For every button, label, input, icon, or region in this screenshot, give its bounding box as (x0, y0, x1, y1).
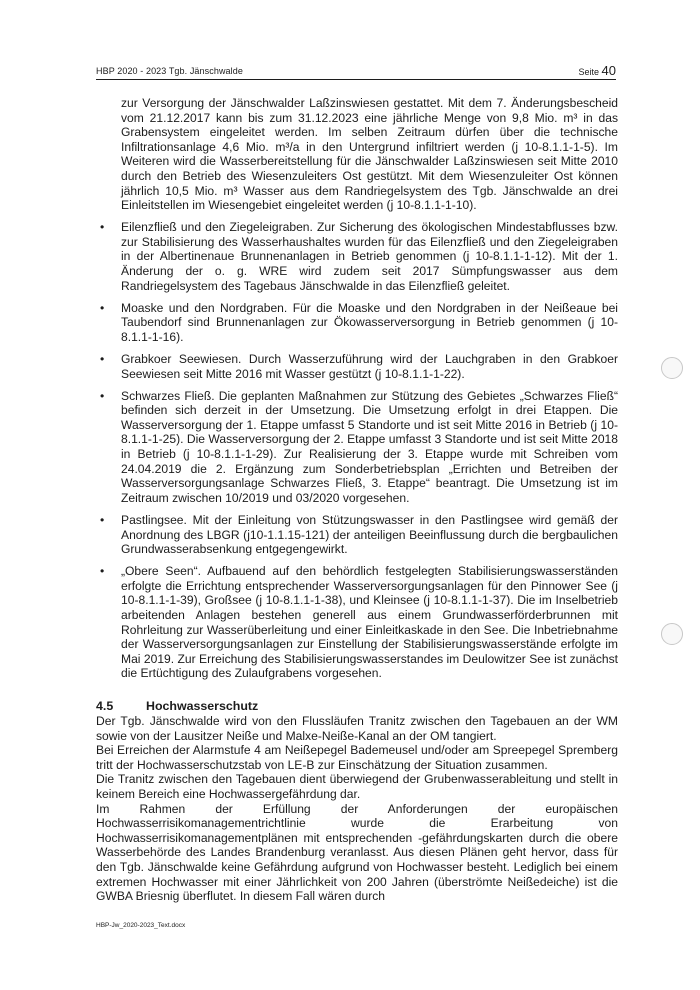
footer-filename: HBP-Jw_2020-2023_Text.docx (96, 922, 186, 929)
bullet-list (96, 220, 618, 681)
bullet-text: Moaske und den Nordgraben. Für die Moaske und den Nordgraben in der Neißeaue bei Taubendorf sind Brunnenanlagen zur Ökowasserversorgung in Betrieb genommen (j 10-8.1.1-1-16). (121, 300, 618, 344)
bullet-icon: • (100, 220, 105, 235)
bullet-text: „Obere Seen“. Aufbauend auf den behördlich festgelegten Stabilisierungswasserständen erfolgte die Errichtung entsprechender Wasserversorgungsanlagen für den Pinnower See (j 10-8.1.1-1-39), Großsee (j 10-8.1.1-1-38), und Kleinsee (j 10-8.1.1-1-37). Die im Inselbetrieb arbeitenden Anlagen bestehen generell aus einem Grundwasserförderbrunnen mit Rohrleitung zur Wasserüberleitung und einer Einleitkaskade in den See. Die Inbetriebnahme der Wasserversorgungsanlagen zur Einstellung der Stabilisierungswasserstände erfolgte im Mai 2019. Zur Erreichung des Stabilisierungswasserstandes im Deulowitzer See ist zunächst die Ertüchtigung des Zulaufgrabens vorgesehen. (121, 564, 618, 681)
header-page-indicator (579, 63, 617, 78)
bullet-icon: • (100, 388, 105, 403)
section-heading (96, 699, 618, 714)
punch-hole-icon (661, 357, 683, 379)
bullet-text: Eilenzfließ und den Ziegeleigraben. Zur Sicherung des ökologischen Mindestabflusses bzw. zur Stabilisierung des Wasserhaushaltes wurden für das Eilenzfließ und den Ziegeleigraben in der Albertinenaue Brunnenanlagen in Betrieb genommen (j 10-8.1.1-1-12). Mit der 1. Änderung der o. g. WRE wird zudem seit 2017 Sümpfungswasser aus dem Randriegelsystem des Tagebaus Jänschwalde in das Eilenzfließ geleitet. (121, 220, 618, 293)
bullet-item-moaske (96, 301, 618, 345)
header-page-word: Seite (578, 67, 600, 77)
bullet-item-eilenzfliess (96, 220, 618, 293)
body-paragraph: Bei Erreichen der Alarmstufe 4 am Neißepegel Bademeusel und/oder am Spreepegel Spremberg tritt der Hochwasserschutzstab von LE-B zur Einschätzung der Situation zusammen. (96, 743, 618, 772)
section-number: 4.5 (96, 698, 114, 713)
bullet-text: Schwarzes Fließ. Die geplanten Maßnahmen zur Stützung des Gebietes „Schwarzes Fließ“ befinden sich derzeit in der Umsetzung. Die Umsetzung erfolgt in drei Etappen. Die Wasserversorgung der 1. Etappe umfasst 5 Standorte und ist seit Mitte 2016 in Betrieb (j 10-8.1.1-1-25). Die Wasserversorgung der 2. Etappe umfasst 3 Standorte und ist seit Mitte 2018 in Betrieb (j 10-8.1.1-1-29). Zur Realisierung der 3. Etappe wurde mit Schreiben vom 24.04.2019 die 2. Ergänzung zum Sonderbetriebsplan „Errichten und Betreiben der Wasserversorgungsanlage Schwarzes Fließ, 3. Etappe“ beantragt. Die Umsetzung ist im Zeitraum zwischen 10/2019 und 03/2020 vorgesehen. (121, 388, 618, 505)
body-paragraph: Die Tranitz zwischen den Tagebauen dient überwiegend der Grubenwasserableitung und stellt in keinem Bereich eine Hochwassergefährdung dar. (96, 772, 618, 801)
body-paragraph: Im Rahmen der Erfüllung der Anforderungen der europäischen Hochwasserrisikomanagementrichtlinie wurde die Erarbeitung von Hochwasserrisikomanagementplänen mit entsprechenden -gefährdungskarten durch die obere Wasserbehörde des Landes Brandenburg veranlasst. Aus diesen Plänen geht hervor, dass für den Tgb. Jänschwalde keine Gefährdung aufgrund von Hochwasser besteht. Lediglich bei einem extremen Hochwasser mit einer Jährlichkeit von 200 Jahren (überströmte Neißedeiche) ist die GWBA Briesnig überflutet. In diesem Fall wären durch (96, 801, 618, 904)
bullet-icon: • (100, 352, 105, 366)
bullet-icon: • (100, 512, 105, 527)
bullet-item-schwarzes-fliess (96, 389, 618, 506)
body-paragraph: Der Tgb. Jänschwalde wird von den Flussläufen Tranitz zwischen den Tagebauen an der WM sowie von der Lausitzer Neiße und Malxe-Neiße-Kanal an der OM tangiert. (96, 713, 618, 743)
document-body (96, 96, 618, 904)
bullet-text: Grabkoer Seewiesen. Durch Wasserzuführung wird der Lauchgraben in den Grabkoer Seewiesen seit Mitte 2016 mit Wasser gestützt (j 10-8.1.1-1-22). (121, 352, 618, 381)
section-title: Hochwasserschutz (146, 698, 259, 713)
punch-hole-icon (661, 623, 683, 645)
bullet-text: Pastlingsee. Mit der Einleitung von Stützungswasser in den Pastlingsee wird gemäß der Anordnung des LBGR (j10-1.1.15-121) der anteiligen Beeinflussung durch die bergbaulichen Grundwasserabsenkung entgegengewirkt. (121, 512, 618, 557)
page-header (96, 62, 616, 78)
bullet-icon: • (100, 564, 105, 579)
bullet-item-pastlingsee (96, 513, 618, 557)
header-page-number: 40 (601, 63, 616, 78)
header-document-title: HBP 2020 - 2023 Tgb. Jänschwalde (96, 66, 243, 76)
header-rule (96, 79, 616, 80)
bullet-item-grabkoer (96, 352, 618, 381)
intro-paragraph: zur Versorgung der Jänschwalder Laßzinswiesen gestattet. Mit dem 7. Änderungsbescheid vom 21.12.2017 kann bis zum 31.12.2023 eine jährliche Menge von 9,8 Mio. m³ in das Grabensystem eingeleitet werden. Im selben Zeitraum dürfen über die technische Infiltrationsanlage 4,6 Mio. m³/a in den Untergrund infiltriert werden (j 10-8.1.1-1-5). Im Weiteren wird die Wasserbereitstellung für die Jänschwalder Laßzinswiesen seit Mitte 2010 durch den Betrieb des Wiesenzuleiters Ost gestützt. Mit dem Wiesenzuleiter Ost können jährlich 10,5 Mio. m³ Wasser aus dem Randriegelsystem des Tgb. Jänschwalde an drei Einleitstellen im Wiesengebiet eingeleitet werden (j 10-8.1.1-1-10). (121, 96, 618, 213)
bullet-item-obere-seen (96, 564, 618, 681)
bullet-icon: • (100, 300, 105, 315)
